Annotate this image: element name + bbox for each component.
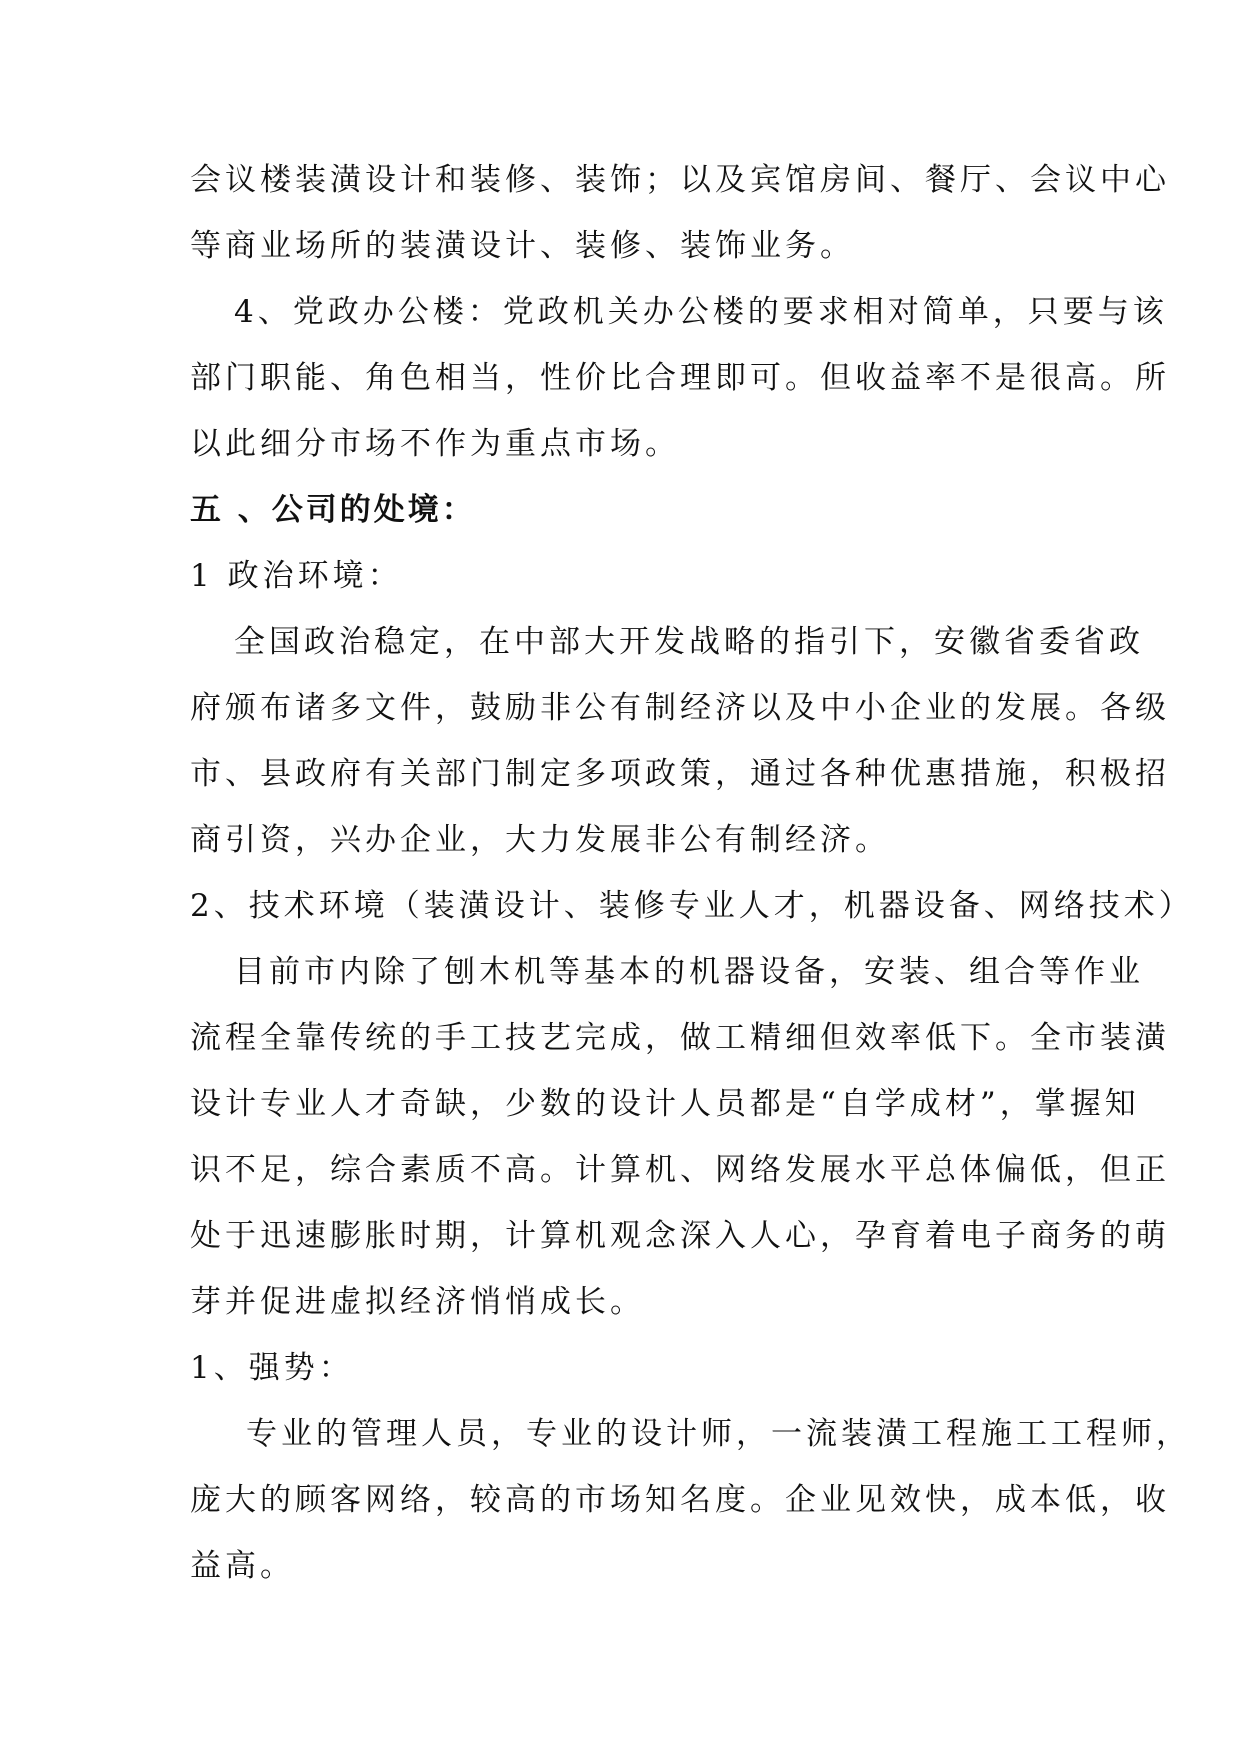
subheading-technical: 2、技术环境（装潢设计、装修专业人才，机器设备、网络技术）	[190, 888, 1194, 924]
text-line: 市、县政府有关部门制定多项政策，通过各种优惠措施，积极招	[190, 756, 1170, 792]
text-line: 芽并促进虚拟经济悄悄成长。	[190, 1284, 645, 1320]
text-line: 商引资，兴办企业，大力发展非公有制经济。	[190, 822, 890, 858]
text-line: 府颁布诸多文件，鼓励非公有制经济以及中小企业的发展。各级	[190, 690, 1170, 726]
text-line: 全国政治稳定，在中部大开发战略的指引下，安徽省委省政	[234, 624, 1144, 660]
text-line: 处于迅速膨胀时期，计算机观念深入人心，孕育着电子商务的萌	[190, 1218, 1170, 1254]
text-line: 4、党政办公楼：党政机关办公楼的要求相对简单，只要与该	[234, 294, 1168, 330]
text-line: 部门职能、角色相当，性价比合理即可。但收益率不是很高。所	[190, 360, 1170, 396]
text-line: 流程全靠传统的手工技艺完成，做工精细但效率低下。全市装潢	[190, 1020, 1170, 1056]
text-line: 会议楼装潢设计和装修、装饰；以及宾馆房间、餐厅、会议中心	[190, 162, 1170, 198]
text-line: 庞大的顾客网络，较高的市场知名度。企业见效快，成本低，收	[190, 1482, 1170, 1518]
text-line: 以此细分市场不作为重点市场。	[190, 426, 680, 462]
subheading-strengths: 1、强势：	[190, 1350, 354, 1386]
text-line: 识不足，综合素质不高。计算机、网络发展水平总体偏低，但正	[190, 1152, 1170, 1188]
subheading-political: 1 政治环境：	[190, 558, 403, 594]
text-line: 益高。	[190, 1548, 295, 1584]
text-line: 目前市内除了刨木机等基本的机器设备，安装、组合等作业	[234, 954, 1144, 990]
text-line: 专业的管理人员，专业的设计师，一流装潢工程施工工程师，	[246, 1416, 1191, 1452]
text-line: 设计专业人才奇缺，少数的设计人员都是“自学成材”，掌握知	[190, 1086, 1140, 1122]
text-line: 等商业场所的装潢设计、装修、装饰业务。	[190, 228, 855, 264]
section-heading: 五 、公司的处境：	[190, 492, 476, 528]
